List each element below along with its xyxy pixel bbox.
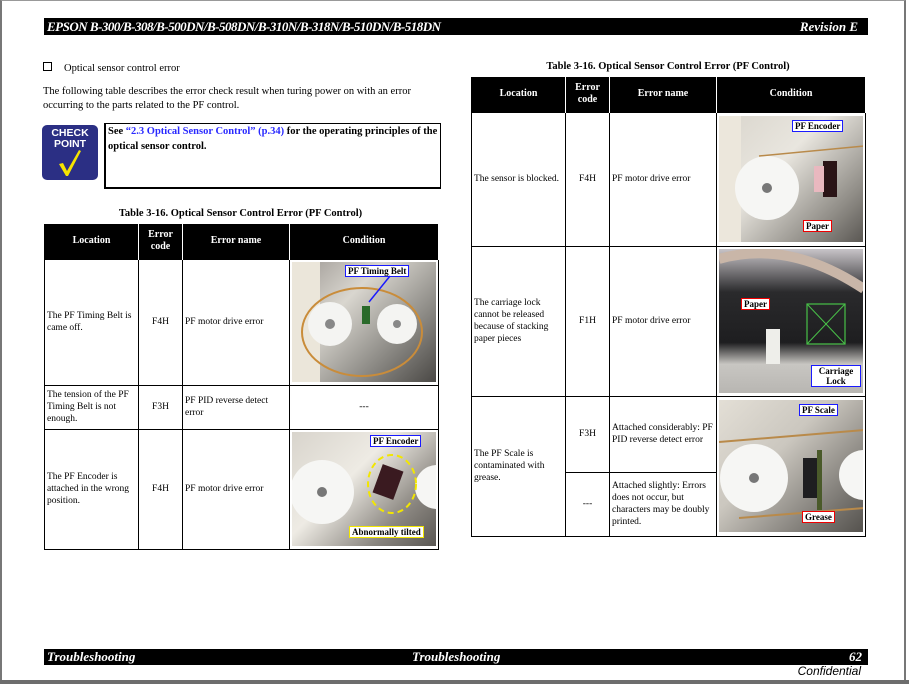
table-row (45, 259, 439, 385)
callout-label: PF Encoder (792, 120, 843, 132)
page-number: 62 (849, 649, 862, 664)
footer-center: Troubleshooting (412, 649, 501, 664)
location-cell: The PF Scale is contaminated with grease. (472, 396, 566, 536)
table-row (472, 112, 866, 246)
checkpoint-note (104, 123, 441, 189)
right-table-caption: Table 3-16. Optical Sensor Control Error (PF Control) (546, 61, 790, 72)
table-row (45, 429, 439, 549)
error-name-cell: PF motor drive error (610, 112, 717, 246)
page-header (44, 18, 868, 35)
col-error-name: Error name (183, 224, 290, 259)
condition-cell: --- (290, 385, 439, 429)
pf-encoder-tilted-photo (292, 432, 436, 546)
callout-label: Carriage Lock (811, 365, 861, 387)
error-code-cell: --- (566, 472, 610, 536)
location-cell: The sensor is blocked. (472, 112, 566, 246)
page-bottom-edge (0, 680, 909, 684)
section-title (43, 62, 180, 74)
header-title: EPSON B-300/B-308/B-500DN/B-508DN/B-310N/B-318N/B-510DN/B-518DN (47, 19, 441, 34)
location-cell: The tension of the PF Timing Belt is not enough. (45, 385, 139, 429)
header-revision: Revision E (799, 19, 858, 34)
error-name-cell: Attached slightly: Errors does not occur, but characters may be doubly printed. (610, 472, 717, 536)
right-error-table (471, 77, 866, 537)
col-location: Location (45, 224, 139, 259)
checkpoint-icon (42, 125, 98, 180)
condition-cell (290, 429, 439, 549)
col-error-code: Error code (139, 224, 183, 259)
table-header-row (45, 224, 439, 259)
page-footer (44, 649, 868, 665)
error-name-cell: PF motor drive error (183, 429, 290, 549)
callout-label: PF Scale (799, 404, 838, 416)
sensor-blocked-photo (719, 116, 863, 242)
table-row (472, 246, 866, 396)
error-code-cell: F4H (566, 112, 610, 246)
location-cell: The PF Encoder is attached in the wrong position. (45, 429, 139, 549)
condition-cell (717, 112, 866, 246)
condition-cell (717, 246, 866, 396)
error-code-cell: F3H (139, 385, 183, 429)
section-link[interactable]: “2.3 Optical Sensor Control” (p.34) (125, 126, 285, 137)
col-location: Location (472, 77, 566, 112)
col-error-name: Error name (610, 77, 717, 112)
error-code-cell: F4H (139, 259, 183, 385)
col-condition: Condition (717, 77, 866, 112)
checkpoint-text-after: for the operating principles of the optical sensor control. (108, 126, 438, 152)
left-error-table (44, 224, 439, 550)
arrow-icon (292, 262, 436, 382)
checkpoint-icon-line1: CHECK (51, 127, 89, 139)
callout-label: PF Timing Belt (345, 265, 409, 277)
error-name-cell: PF motor drive error (610, 246, 717, 396)
left-table-caption: Table 3-16. Optical Sensor Control Error (PF Control) (118, 208, 363, 219)
carriage-lock-photo (719, 249, 863, 393)
pf-scale-grease-photo (719, 400, 863, 532)
error-code-cell: F4H (139, 429, 183, 549)
error-name-cell: PF PID reverse detect error (183, 385, 290, 429)
checkpoint-text: See (108, 126, 126, 137)
table-row (45, 385, 439, 429)
pf-timing-belt-photo (292, 262, 436, 382)
callout-label: PF Encoder (370, 435, 421, 447)
intro-paragraph: The following table describes the error check result when turing power on with an error occurring to the parts related to the PF control. (43, 86, 411, 111)
location-cell: The PF Timing Belt is came off. (45, 259, 139, 385)
checkmark-icon (57, 149, 83, 177)
col-error-code: Error code (566, 77, 610, 112)
callout-label: Paper (803, 220, 832, 232)
footer-left: Troubleshooting (47, 649, 136, 664)
table-row (472, 396, 866, 472)
col-condition: Condition (290, 224, 439, 259)
printer-mechanism-illustration (719, 400, 863, 532)
checkpoint-icon-line2: POINT (53, 138, 87, 150)
callout-label: Grease (802, 511, 835, 523)
callout-label: Paper (741, 298, 770, 310)
error-code-cell: F3H (566, 396, 610, 472)
section-title-text: Optical sensor control error (64, 63, 180, 74)
error-name-cell: Attached considerably: PF PID reverse detect error (610, 396, 717, 472)
checkbox-bullet-icon (43, 62, 52, 71)
location-cell: The carriage lock cannot be released because of stacking paper pieces (472, 246, 566, 396)
printer-mechanism-illustration (719, 116, 863, 242)
error-name-cell: PF motor drive error (183, 259, 290, 385)
confidential-label: Confidential (797, 664, 861, 678)
callout-label: Abnormally tilted (349, 526, 424, 538)
table-header-row (472, 77, 866, 112)
condition-cell (717, 396, 866, 536)
condition-cell (290, 259, 439, 385)
error-code-cell: F1H (566, 246, 610, 396)
